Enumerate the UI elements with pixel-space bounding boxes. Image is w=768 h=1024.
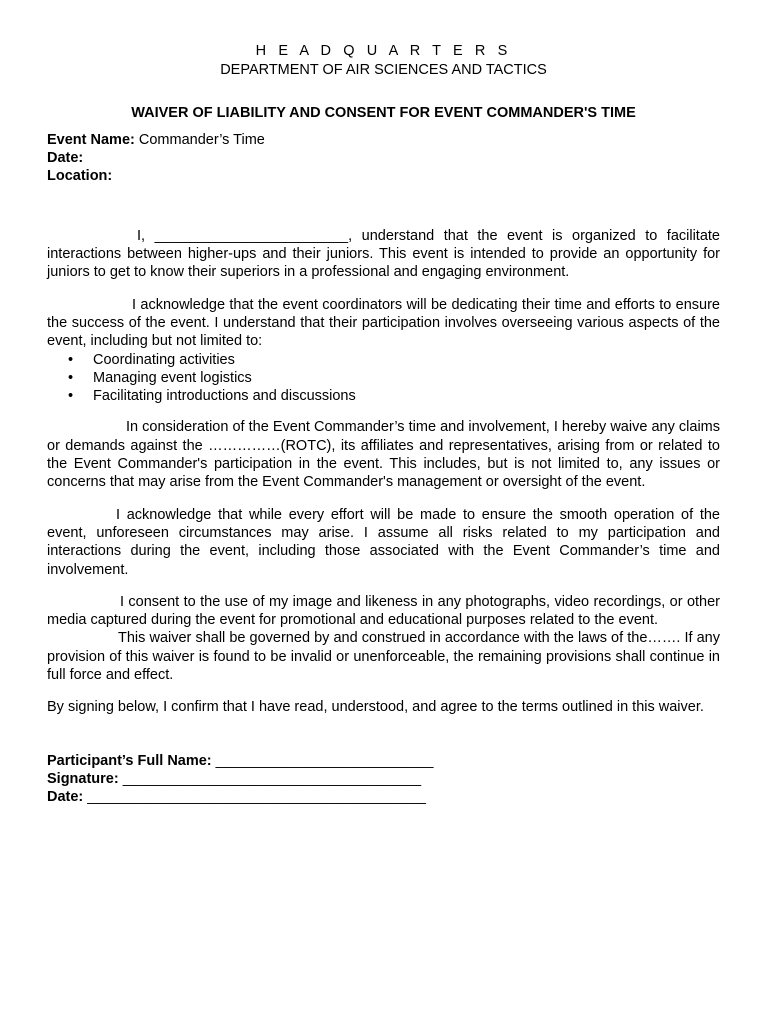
list-item-text: Coordinating activities — [93, 351, 235, 368]
waiver-document — [47, 40, 720, 807]
full-name-label: Participant’s Full Name: — [47, 752, 216, 769]
paragraph-waiver-claims: In consideration of the Event Commander’s time and involvement, I hereby waive any claims or demands against the ……………(ROTC), its affiliates and representatives, arising from or related to the Event Commander's participation in the event. This includes, but is not limited to, any issues or concerns that may arise from the Event Commander's management or oversight of the event. — [47, 419, 720, 491]
full-name-line — [47, 752, 720, 770]
document-title: WAIVER OF LIABILITY AND CONSENT FOR EVENT COMMANDER'S TIME — [131, 104, 636, 121]
paragraph-coordinators: I acknowledge that the event coordinators will be dedicating their time and efforts to ensure the success of the event. I understand that their participation involves overseeing various aspects of the event, including but not limited to: — [47, 296, 720, 350]
responsibilities-list — [47, 351, 720, 406]
event-location-line — [47, 167, 720, 185]
paragraph-assumption-of-risk: I acknowledge that while every effort will be made to ensure the smooth operation of the event, unforeseen circumstances may arise. I assume all risks related to my participation and interactions during the event, including those associated with the Event Commander’s time and involvement. — [47, 506, 720, 578]
paragraph-confirmation: By signing below, I confirm that I have read, understood, and agree to the terms outlined in this waiver. — [47, 699, 704, 716]
event-location-label: Location: — [47, 168, 113, 185]
list-item — [47, 387, 720, 405]
sign-date-field[interactable]: __________________________________________ — [87, 789, 426, 806]
signature-block — [47, 752, 720, 807]
sign-date-line — [47, 788, 720, 806]
bullet-icon: • — [68, 351, 74, 368]
list-item — [47, 369, 720, 387]
event-details — [47, 131, 720, 186]
event-name-value: Commander’s Time — [134, 131, 265, 148]
bullet-icon: • — [68, 369, 74, 386]
sign-date-label: Date: — [47, 789, 88, 806]
event-name-label: Event Name: — [47, 131, 135, 148]
event-name-line — [47, 131, 720, 149]
bullet-icon: • — [68, 388, 74, 405]
event-date-label: Date: — [47, 150, 84, 167]
event-date-line — [47, 149, 720, 167]
signature-label: Signature: — [47, 770, 123, 787]
list-item — [47, 351, 720, 369]
signature-field[interactable]: _____________________________________ — [122, 770, 422, 787]
paragraph-media-consent: I consent to the use of my image and likeness in any photographs, video recordings, or other media captured during the event for promotional and educational purposes related to the event. — [47, 593, 720, 629]
paragraph-purpose: I, ________________________, understand that the event is organized to facilitate interactions between higher-ups and their juniors. This event is intended to provide an opportunity for juniors to get to know their superiors in a professional and engaging environment. — [47, 227, 720, 281]
signature-line — [47, 770, 720, 788]
list-item-text: Facilitating introductions and discussions — [93, 388, 356, 405]
list-item-text: Managing event logistics — [93, 369, 252, 386]
full-name-field[interactable]: ___________________________ — [215, 752, 434, 769]
paragraph-governing-law: This waiver shall be governed by and construed in accordance with the laws of the……. If any provision of this waiver is found to be invalid or unenforceable, the remaining provisions shall continue in full force and effect. — [47, 630, 720, 684]
department-heading: DEPARTMENT OF AIR SCIENCES AND TACTICS — [220, 62, 547, 79]
headquarters-heading: H E A D Q U A R T E R S — [255, 43, 512, 59]
